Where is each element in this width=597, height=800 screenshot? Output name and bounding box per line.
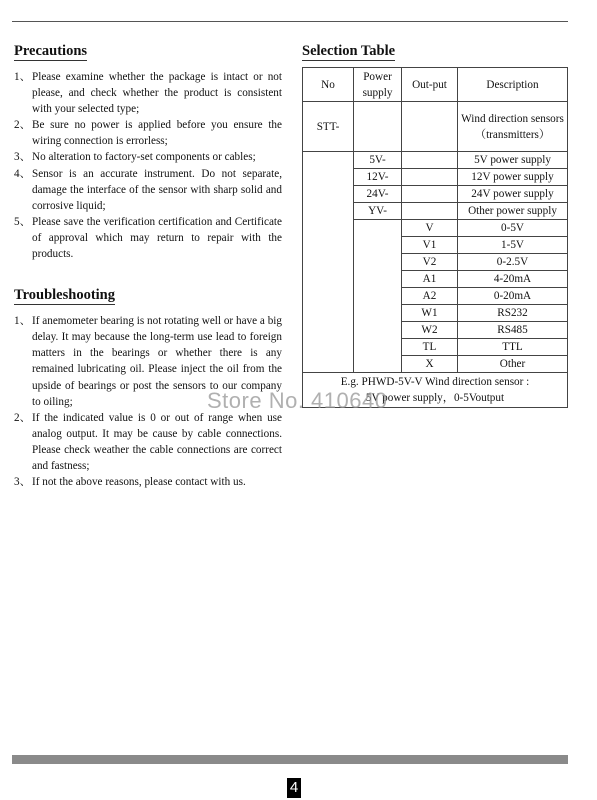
item-number: 3、 (14, 476, 31, 489)
precautions-list (14, 69, 282, 262)
output-code: A2 (402, 288, 458, 305)
item-text: No alteration to factory-set components or cables; (32, 151, 256, 164)
power-code: 12V- (354, 169, 402, 186)
item-text: If anemometer bearing is not rotating well or have a big delay. It may because the long-term use lead to foreign matters in the bearings or whether there is any remained lubricating oil. Please inject the oil from the upside of bearings or post the sensors to our company to oiling; (32, 315, 282, 408)
table-row (303, 152, 568, 169)
page-number: 4 (287, 778, 301, 798)
right-column (302, 42, 568, 408)
precaution-item (14, 214, 282, 262)
example-line-1: E.g. PHWD-5V-V Wind direction sensor : (340, 376, 530, 388)
model-description: Wind direction sensors （transmitters） (458, 102, 568, 152)
item-text: Be sure no power is applied before you ensure the wiring connection is errorless; (32, 119, 282, 148)
item-number: 1、 (14, 71, 31, 83)
output-code: A1 (402, 271, 458, 288)
left-column (14, 42, 282, 490)
output-description: TTL (458, 339, 568, 356)
selection-table (302, 67, 568, 408)
output-description: 0-2.5V (458, 254, 568, 271)
item-number: 3、 (14, 151, 31, 164)
item-text: If not the above reasons, please contact with us. (32, 476, 246, 489)
item-text: Sensor is an accurate instrument. Do not separate, damage the interface of the sensor with sharp solid and corrosive liquid; (32, 167, 282, 212)
troubleshooting-item (14, 410, 282, 474)
empty-cell (402, 102, 458, 152)
top-rule (12, 21, 568, 22)
empty-cell (402, 169, 458, 186)
empty-power-column (354, 220, 402, 373)
precaution-item (14, 166, 282, 214)
store-watermark: Store No. 410640 (207, 388, 388, 413)
header-output: Out-put (402, 68, 458, 102)
header-no: No (303, 68, 354, 102)
selection-table-heading (302, 42, 568, 61)
output-description: 1-5V (458, 237, 568, 254)
troubleshooting-item (14, 474, 282, 490)
precautions-title: Precautions (14, 43, 88, 59)
output-code: W1 (402, 305, 458, 322)
header-power-supply: Power supply (354, 68, 402, 102)
empty-cell (402, 203, 458, 220)
precautions-heading (14, 42, 282, 61)
table-header-row (303, 68, 568, 102)
empty-cell (354, 102, 402, 152)
output-description: Other (458, 356, 568, 373)
item-number: 4、 (14, 167, 31, 180)
power-description: Other power supply (458, 203, 568, 220)
item-text: If the indicated value is 0 or out of range when use analog output. It may be cause by cable connections. Please check weather the cable connections are correct and fastness; (32, 411, 282, 472)
footer-bar (12, 755, 568, 764)
precaution-item (14, 117, 282, 149)
output-description: RS232 (458, 305, 568, 322)
header-description: Description (458, 68, 568, 102)
power-description: 12V power supply (458, 169, 568, 186)
power-code: 5V- (354, 152, 402, 169)
table-row-model (303, 102, 568, 152)
precaution-item (14, 69, 282, 117)
output-code: V (402, 220, 458, 237)
power-description: 24V power supply (458, 186, 568, 203)
power-code: 24V- (354, 186, 402, 203)
item-text: Please save the verification certification and Certificate of approval which may return to repair with the products. (32, 215, 282, 261)
item-number: 5、 (14, 215, 31, 228)
troubleshooting-title: Troubleshooting (14, 287, 115, 304)
troubleshooting-heading (14, 286, 282, 305)
output-description: 0-5V (458, 220, 568, 237)
output-code: X (402, 356, 458, 373)
item-text: Please examine whether the package is intact or not please, and check whether the product is consistent with your selected type; (32, 71, 282, 116)
output-code: V2 (402, 254, 458, 271)
example-line-2: 5V power supply，0-5Voutput (365, 392, 505, 404)
output-description: 4-20mA (458, 271, 568, 288)
output-description: RS485 (458, 322, 568, 339)
model-code: STT- (303, 102, 354, 152)
precaution-item (14, 149, 282, 165)
output-code: V1 (402, 237, 458, 254)
empty-cell (402, 152, 458, 169)
power-description: 5V power supply (458, 152, 568, 169)
item-number: 2、 (14, 411, 31, 424)
selection-table-title: Selection Table (302, 43, 396, 59)
item-number: 2、 (14, 119, 31, 132)
empty-cell (402, 186, 458, 203)
output-code: W2 (402, 322, 458, 339)
item-number: 1、 (14, 315, 31, 328)
power-code: YV- (354, 203, 402, 220)
empty-no-column (303, 152, 354, 373)
output-description: 0-20mA (458, 288, 568, 305)
output-code: TL (402, 339, 458, 356)
